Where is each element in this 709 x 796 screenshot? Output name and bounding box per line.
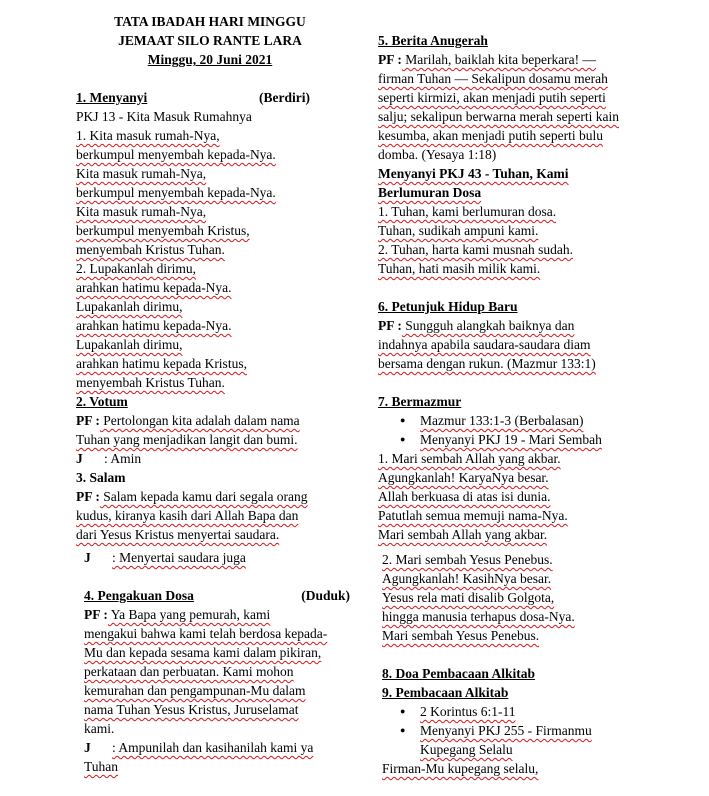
pf-text: dari Yesus Kristus menyertai saudara.	[76, 527, 280, 542]
song-lyrics	[76, 126, 344, 392]
pf-label: PF :	[378, 52, 402, 67]
lyric-line: 2. Mari sembah Yesus Penebus.	[382, 552, 553, 567]
lyric-line: berkumpul menyembah kepada-Nya.	[76, 185, 276, 200]
lyric-line: menyembah Kristus Tuhan.	[76, 375, 225, 390]
pf-text: Salam kepada kamu dari segala orang	[99, 489, 308, 504]
pf-text: seperti kirmizi, akan menjadi putih seperti	[378, 90, 606, 105]
lyric-line: berkumpul menyembah kepada-Nya.	[76, 147, 276, 162]
j-text: : Menyertai saudara juga	[112, 550, 246, 565]
list-item	[378, 721, 668, 740]
lyric-line: 2. Lupakanlah dirimu,	[76, 261, 196, 276]
posture-note: (Berdiri)	[259, 90, 310, 105]
lyric-line: Mari sembah Yesus Penebus.	[382, 628, 540, 643]
section-pembacaan-heading: 9. Pembacaan Alkitab	[382, 685, 509, 700]
list-item-text: Menyanyi PKJ 19 - Mari Sembah	[420, 432, 602, 447]
pf-text: Ya Bapa yang pemurah, kami	[107, 607, 271, 622]
left-column	[76, 12, 350, 776]
bullet-icon: ●	[400, 725, 406, 735]
pf-label: PF :	[76, 413, 100, 428]
lyric-line: Yesus rela mati disalib Golgota,	[382, 590, 555, 605]
votum-j-line	[76, 449, 344, 468]
j-text: : Ampunilah dan kasihanilah kami ya	[112, 740, 314, 755]
pf-label: PF :	[84, 607, 108, 622]
bullet-icon: ●	[400, 415, 406, 425]
lyric-line: Lupakanlah dirimu,	[76, 337, 183, 352]
pf-text: Sungguh alangkah baiknya dan	[401, 318, 575, 333]
song-title: Berlumuran Dosa	[378, 185, 482, 200]
list-item-text: Mazmur 133:1-3 (Berbalasan)	[420, 413, 584, 428]
section-pengakuan-heading	[84, 586, 350, 605]
lyric-line: hingga manusia terhapus dosa-Nya.	[382, 609, 575, 624]
lyric-line: Patutlah semua memuji nama-Nya.	[378, 508, 568, 523]
j-text: : Amin	[104, 451, 142, 466]
lyric-line: Kita masuk rumah-Nya,	[76, 204, 207, 219]
lyric-line: Agungkanlah! KaryaNya besar.	[378, 470, 549, 485]
section-title: 1. Menyanyi	[76, 90, 148, 105]
section-title: 4. Pengakuan Dosa	[84, 588, 194, 603]
pengakuan-j-line	[84, 738, 344, 757]
lyric-line: 1. Mari sembah Allah yang akbar.	[378, 451, 561, 466]
pf-text: kudus, kiranya kasih dari Allah Bapa dan	[76, 508, 299, 523]
lyric-line: Firman-Mu kupegang selalu,	[382, 761, 539, 776]
pf-text: nama Tuhan Yesus Kristus, Juruselamat	[84, 702, 299, 717]
j-label: J	[84, 740, 91, 755]
lyric-line: Kita masuk rumah-Nya,	[76, 166, 207, 181]
doc-title-2: JEMAAT SILO RANTE LARA	[118, 33, 302, 48]
list-item-text: Menyanyi PKJ 255 - Firmanmu	[420, 723, 592, 738]
lyric-line: 2. Tuhan, harta kami musnah sudah.	[378, 242, 573, 257]
section-pengakuan-dosa	[76, 586, 350, 776]
j-text: Tuhan	[84, 759, 119, 774]
lyric-line: arahkan hatimu kepada Kristus,	[76, 356, 247, 371]
j-label: J	[84, 550, 91, 565]
section-bermazmur-heading: 7. Bermazmur	[378, 394, 462, 409]
pf-text: Marilah, baiklah kita beperkara! —	[401, 52, 597, 67]
pf-text: Tuhan yang menjadikan langit dan bumi.	[76, 432, 298, 447]
lyric-line: Tuhan, hati masih milik kami.	[378, 261, 541, 276]
lyric-line: 1. Kita masuk rumah-Nya,	[76, 128, 220, 143]
pf-text: perkataan dan perbuatan. Kami mohon	[84, 664, 294, 679]
posture-note: (Duduk)	[301, 588, 350, 603]
list-item	[378, 411, 668, 430]
lyric-line: arahkan hatimu kepada-Nya.	[76, 318, 232, 333]
section-salam-heading: 3. Salam	[76, 470, 126, 485]
petunjuk-pf-line	[378, 316, 668, 335]
pf-text: salju; sekalipun berwarna merah seperti kain	[378, 109, 620, 124]
lyric-line: 1. Tuhan, kami berlumuran dosa.	[378, 204, 557, 219]
section-petunjuk-heading: 6. Petunjuk Hidup Baru	[378, 299, 518, 314]
salam-j-line	[76, 548, 344, 567]
song-title: Menyanyi PKJ 43 - Tuhan, Kami	[378, 166, 569, 181]
lyric-line: menyembah Kristus Tuhan.	[76, 242, 225, 257]
list-item	[378, 702, 668, 721]
j-label: J	[76, 451, 83, 466]
list-item-text: Kupegang Selalu	[420, 742, 513, 757]
bullet-icon: ●	[400, 706, 406, 716]
lyric-line: Lupakanlah dirimu,	[76, 299, 183, 314]
lyric-line: Tuhan, sudikah ampuni kami.	[378, 223, 539, 238]
doc-title-1: TATA IBADAH HARI MINGGU	[114, 14, 306, 29]
pf-text: Mu dan kepada sesama kami dalam pikiran,	[84, 645, 322, 660]
pf-label: PF :	[378, 318, 402, 333]
pf-text: Pertolongan kita adalah dalam nama	[99, 413, 300, 428]
salam-pf-line	[76, 487, 344, 506]
pf-label: PF :	[76, 489, 100, 504]
pf-text: indahnya apabila saudara-saudara diam	[378, 337, 591, 352]
right-column	[378, 31, 668, 778]
pf-text: bersama dengan rukun. (Mazmur 133:1)	[378, 356, 596, 371]
lyric-line: Agungkanlah! KasihNya besar.	[382, 571, 552, 586]
pf-text: kemurahan dan pengampunan-Mu dalam	[84, 683, 306, 698]
section-berita-anugerah-heading: 5. Berita Anugerah	[378, 33, 488, 48]
lyric-line: berkumpul menyembah Kristus,	[76, 223, 250, 238]
section-votum-heading: 2. Votum	[76, 394, 128, 409]
berita-pf-line	[378, 50, 668, 69]
section-menyanyi-heading	[76, 88, 344, 107]
lyric-line: Allah berkuasa di atas isi dunia.	[378, 489, 551, 504]
list-item-text: 2 Korintus 6:1-11	[420, 704, 516, 719]
pf-text: domba. (Yesaya 1:18)	[378, 147, 497, 162]
pf-text: mengakui bahwa kami telah berdosa kepada-	[84, 626, 328, 641]
pengakuan-pf-line	[84, 605, 344, 624]
bullet-icon: ●	[400, 434, 406, 444]
pf-text: firman Tuhan — Sekalipun dosamu merah	[378, 71, 608, 86]
lyric-line: Mari sembah Allah yang akbar.	[378, 527, 548, 542]
pf-text: kesumba, akan menjadi putih seperti bulu	[378, 128, 603, 143]
votum-pf-line	[76, 411, 344, 430]
doc-date: Minggu, 20 Juni 2021	[147, 52, 273, 67]
list-item	[378, 430, 668, 449]
section-doa-heading: 8. Doa Pembacaan Alkitab	[382, 666, 536, 681]
lyric-line: arahkan hatimu kepada-Nya.	[76, 280, 232, 295]
pf-text: kami.	[84, 721, 115, 736]
song-title: PKJ 13 - Kita Masuk Rumahnya	[76, 109, 252, 124]
